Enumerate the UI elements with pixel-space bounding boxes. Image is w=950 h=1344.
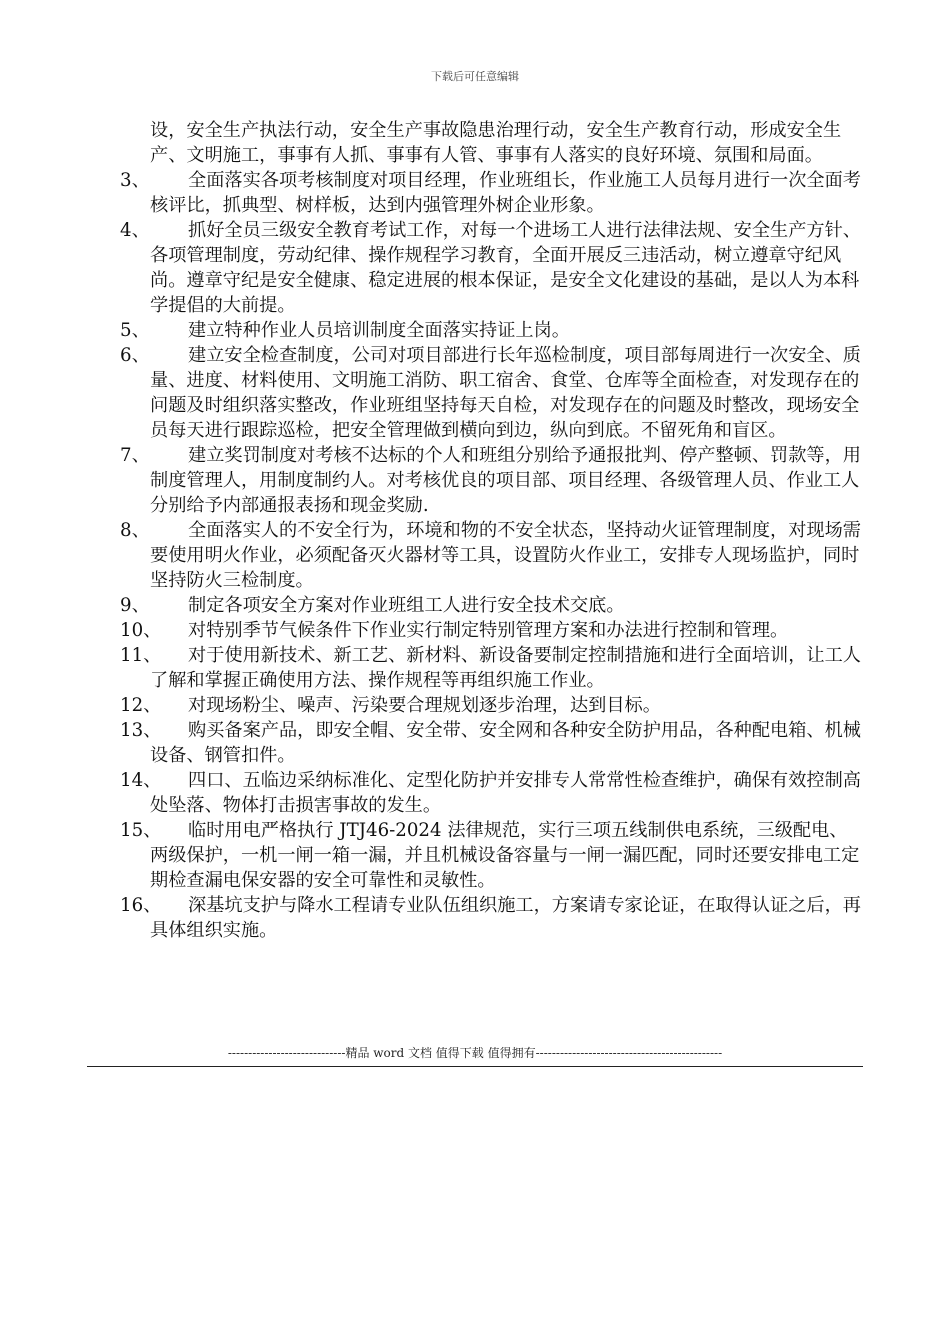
list-item <box>120 343 865 443</box>
list-item-text: 制定各项安全方案对作业班组工人进行安全技术交底。 <box>188 595 625 616</box>
list-item-number: 10、 <box>120 620 162 641</box>
list-item-text: 抓好全员三级安全教育考试工作，对每一个进场工人进行法律法规、安全生产方针、各项管理制度，劳动纪律、操作规程学习教育，全面开展反三违活动，树立遵章守纪风尚。遵章守纪是安全健康、稳定进展的根本保证，是安全文化建设的基础，是以人为本科学提倡的大前提。 <box>150 220 861 316</box>
list-item <box>120 593 865 618</box>
list-item <box>120 518 865 593</box>
page-header: 下载后可任意编辑 <box>431 70 519 83</box>
intro-text: 设，安全生产执法行动，安全生产事故隐患治理行动，安全生产教育行动，形成安全生产、文明施工，事事有人抓、事事有人管、事事有人落实的良好环境、氛围和局面。 <box>150 120 842 166</box>
list-item-text: 对于使用新技术、新工艺、新材料、新设备要制定控制措施和进行全面培训，让工人了解和掌握正确使用方法、操作规程等再组织施工作业。 <box>150 645 861 691</box>
list-item-text: 建立特种作业人员培训制度全面落实持证上岗。 <box>188 320 570 341</box>
list-item-number: 14、 <box>120 770 162 791</box>
list-item-number: 16、 <box>120 895 162 916</box>
list-item <box>120 718 865 768</box>
page-footer: -----------------------------精品 word 文档 值得下载 值得拥有---------------------------------------------- <box>227 1046 723 1060</box>
list-item <box>120 643 865 693</box>
list-item-text: 深基坑支护与降水工程请专业队伍组织施工，方案请专家论证，在取得认证之后，再具体组织实施。 <box>150 895 861 941</box>
footer-divider <box>87 1066 863 1067</box>
list-item-text: 对现场粉尘、噪声、污染要合理规划逐步治理，达到目标。 <box>188 695 661 716</box>
list-item-text: 全面落实各项考核制度对项目经理，作业班组长，作业施工人员每月进行一次全面考核评比，抓典型、树样板，达到内强管理外树企业形象。 <box>150 170 861 216</box>
list-item-text: 建立安全检查制度，公司对项目部进行长年巡检制度，项目部每周进行一次安全、质量、进度、材料使用、文明施工消防、职工宿舍、食堂、仓库等全面检查，对发现存在的问题及时组织落实整改，作业班组坚持每天自检，对发现存在的问题及时整改，现场安全员每天进行跟踪巡检，把安全管理做到横向到边，纵向到底。不留死角和盲区。 <box>150 345 861 441</box>
list-item-number: 7、 <box>120 445 150 466</box>
list-item-text: 对特别季节气候条件下作业实行制定特别管理方案和办法进行控制和管理。 <box>188 620 789 641</box>
list-item-number: 4、 <box>120 220 150 241</box>
list-item-number: 3、 <box>120 170 150 191</box>
list-item-number: 15、 <box>120 820 162 841</box>
list-item-number: 13、 <box>120 720 162 741</box>
list-item <box>120 693 865 718</box>
list-item-text: 建立奖罚制度对考核不达标的个人和班组分别给予通报批判、停产整顿、罚款等，用制度管理人，用制度制约人。对考核优良的项目部、项目经理、各级管理人员、作业工人分别给予内部通报表扬和现金奖励. <box>150 445 861 516</box>
document-body <box>120 118 865 943</box>
list-item <box>120 443 865 518</box>
list-item-number: 6、 <box>120 345 150 366</box>
list-item-text: 临时用电严格执行 JTJ46-2024 法律规范，实行三项五线制供电系统，三级配电、两级保护，一机一闸一箱一漏，并且机械设备容量与一闸一漏匹配，同时还要安排电工定期检查漏电保安器的安全可靠性和灵敏性。 <box>150 820 860 891</box>
list-item-number: 8、 <box>120 520 150 541</box>
list-item-number: 5、 <box>120 320 150 341</box>
list-item <box>120 218 865 318</box>
list-item-number: 11、 <box>120 645 162 666</box>
list-item-text: 全面落实人的不安全行为，环境和物的不安全状态，坚持动火证管理制度，对现场需要使用明火作业，必须配备灭火器材等工具，设置防火作业工，安排专人现场监护，同时坚持防火三检制度。 <box>150 520 861 591</box>
list-item-text: 四口、五临边采纳标准化、定型化防护并安排专人常常性检查维护，确保有效控制高处坠落、物体打击损害事故的发生。 <box>150 770 861 816</box>
list-item <box>120 768 865 818</box>
list-item <box>120 618 865 643</box>
list-item-number: 9、 <box>120 595 150 616</box>
list-item <box>120 818 865 893</box>
list-item <box>120 893 865 943</box>
list-item <box>120 168 865 218</box>
list-item-text: 购买备案产品，即安全帽、安全带、安全网和各种安全防护用品，各种配电箱、机械设备、钢管扣件。 <box>150 720 861 766</box>
list-item-number: 12、 <box>120 695 162 716</box>
list-item <box>120 318 865 343</box>
intro-paragraph <box>120 118 865 168</box>
